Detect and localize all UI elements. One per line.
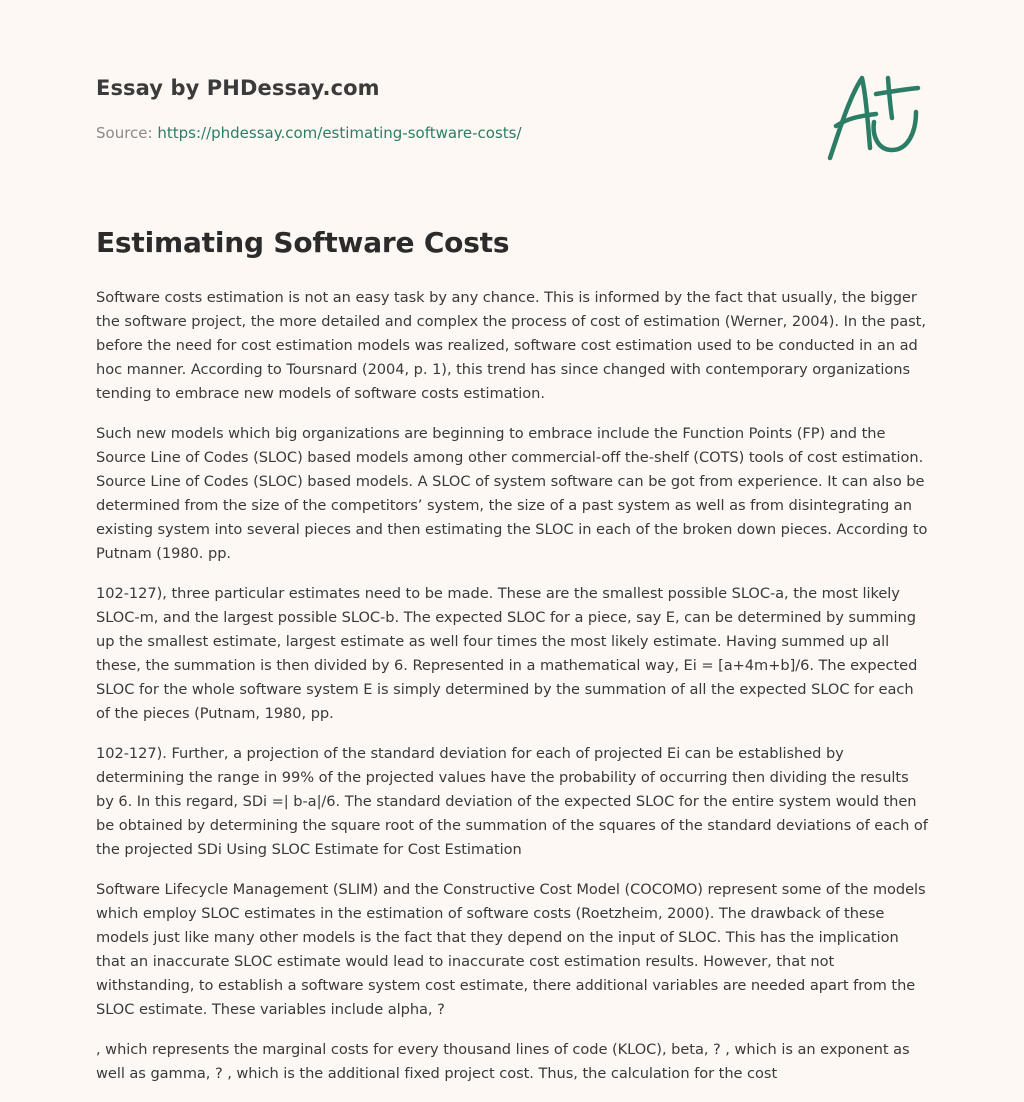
source-line xyxy=(96,124,522,142)
paragraph: Software Lifecycle Management (SLIM) and the Constructive Cost Model (COCOMO) represent some of the models which employ SLOC estimates in the estimation of software costs (Roetzheim, 2000). The drawback of these models just like many other models is the fact that they depend on the input of SLOC. This has the implication that an inaccurate SLOC estimate would lead to inaccurate cost estimation results. However, that not withstanding, to establish a software system cost estimate, there additional variables are needed apart from the SLOC estimate. These variables include alpha, ? xyxy=(96,881,926,1018)
page-title: Estimating Software Costs xyxy=(96,226,510,259)
a-plus-logo-icon xyxy=(822,66,926,164)
source-label: Source: xyxy=(96,124,153,142)
site-brand: Essay by PHDessay.com xyxy=(96,76,380,100)
paragraph: 102-127), three particular estimates need to be made. These are the smallest possible SLOC-a, the most likely SLOC-m, and the largest possible SLOC-b. The expected SLOC for a piece, say E, can be determined by summing up the smallest estimate, largest estimate as well four times the most likely estimate. Having summed up all these, the summation is then divided by 6. Represented in a mathematical way, Ei = [a+4m+b]/6. The expected SLOC for the whole software system E is simply determined by the summation of all the expected SLOC for each of the pieces (Putnam, 1980, pp. xyxy=(96,585,918,722)
paragraph: 102-127). Further, a projection of the standard deviation for each of projected Ei can be established by determining the range in 99% of the projected values have the probability of occurring then dividing the results by 6. In this regard, SDi =| b-a|/6. The standard deviation of the expected SLOC for the entire system would then be obtained by determining the square root of the summation of the squares of the standard deviations of each of the projected SDi Using SLOC Estimate for Cost Estimation xyxy=(96,745,928,858)
source-link[interactable]: https://phdessay.com/estimating-software-costs/ xyxy=(157,124,522,142)
article-body xyxy=(96,286,930,1102)
paragraph: Software costs estimation is not an easy task by any chance. This is informed by the fact that usually, the bigger the software project, the more detailed and complex the process of cost of estimation (Werner, 2004). In the past, before the need for cost estimation models was realized, software cost estimation used to be conducted in an ad hoc manner. According to Toursnard (2004, p. 1), this trend has since changed with contemporary organizations tending to embrace new models of software costs estimation. xyxy=(96,289,926,402)
paragraph: , which represents the marginal costs for every thousand lines of code (KLOC), beta, ? , which is an exponent as well as gamma, ? , which is the additional fixed project cost. Thus, the calculation for the cost xyxy=(96,1041,910,1082)
paragraph: Such new models which big organizations are beginning to embrace include the Function Points (FP) and the Source Line of Codes (SLOC) based models among other commercial-off the-shelf (COTS) tools of cost estimation. Source Line of Codes (SLOC) based models. A SLOC of system software can be got from experience. It can also be determined from the size of the competitors’ system, the size of a past system as well as from disintegrating an existing system into several pieces and then estimating the SLOC in each of the broken down pieces. According to Putnam (1980. pp. xyxy=(96,425,928,562)
